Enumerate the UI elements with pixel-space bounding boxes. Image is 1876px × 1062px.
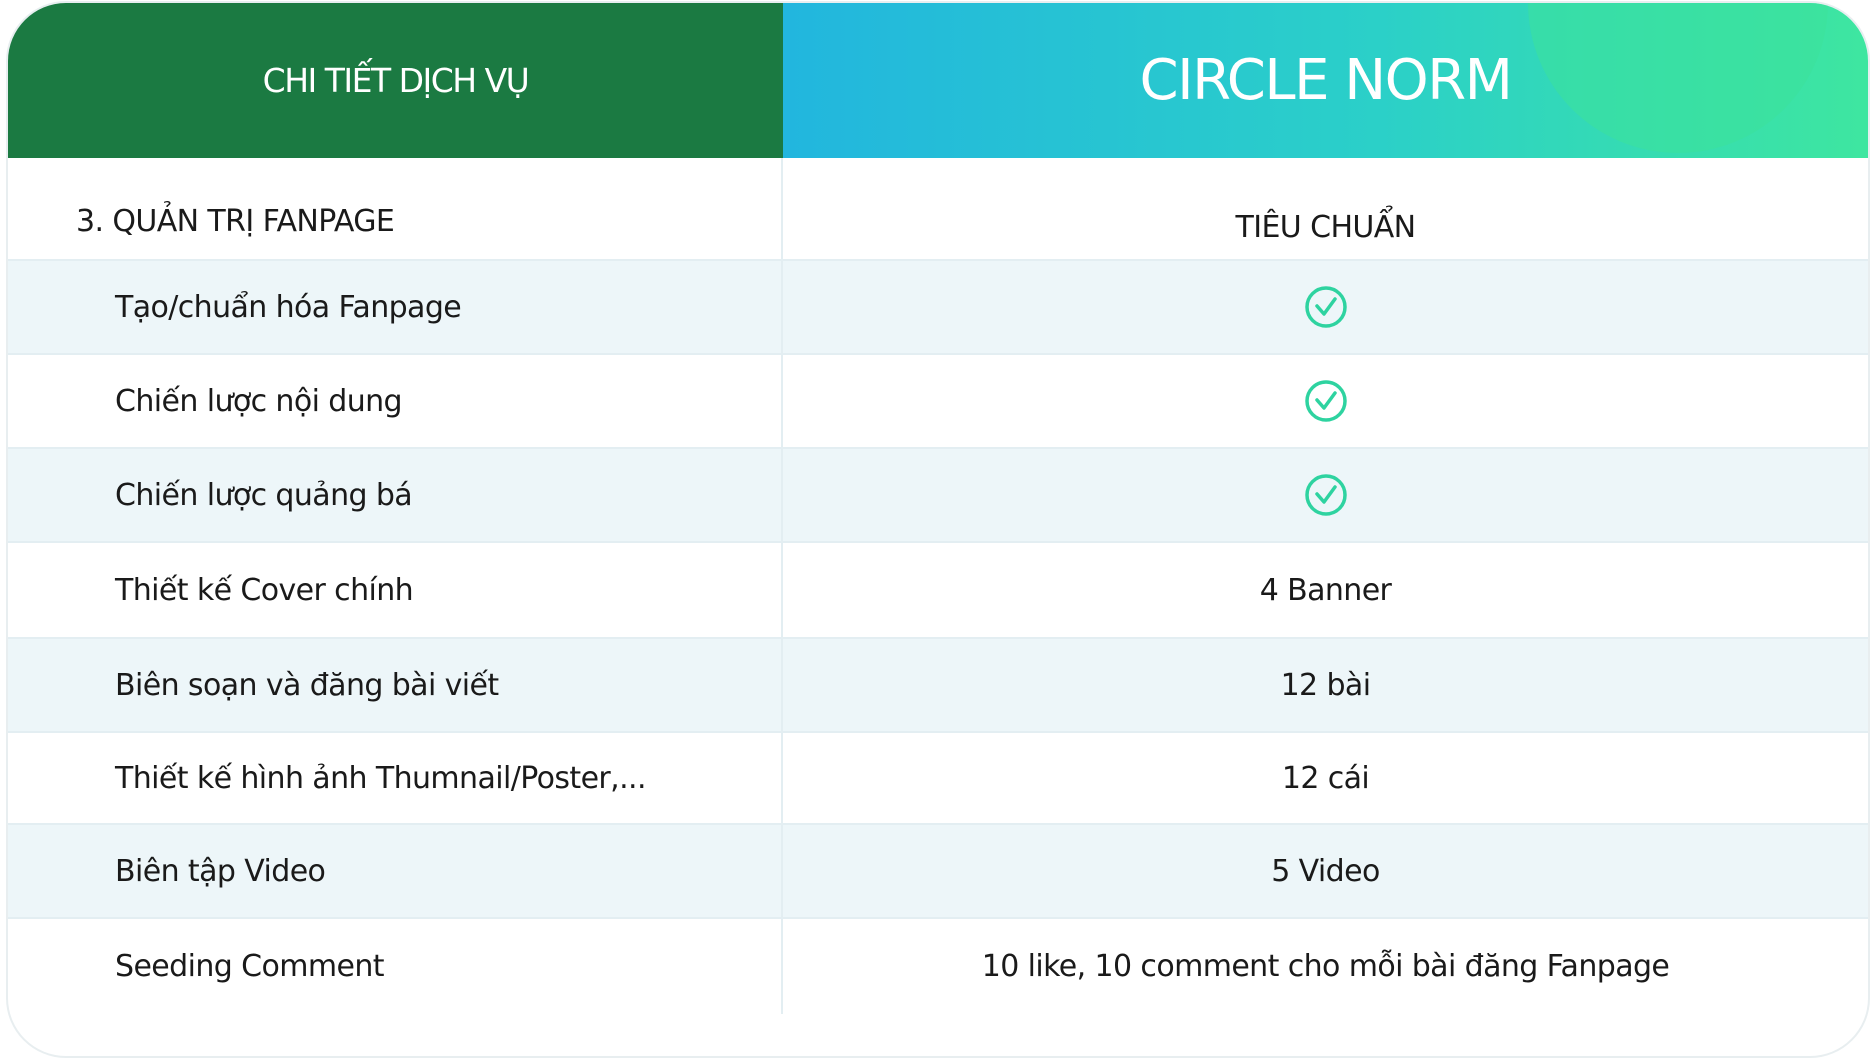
table-body [8,158,1868,1014]
row-value [783,261,1868,353]
row-value [783,355,1868,447]
row-label: Thiết kế hình ảnh Thumnail/Poster,... [8,733,783,823]
row-value [783,449,1868,541]
section-value: TIÊU CHUẨN [1235,210,1416,245]
row-value: 10 like, 10 comment cho mỗi bài đăng Fanpage [981,949,1670,984]
table-row [8,355,1868,449]
table-header [8,3,1868,158]
section-row [8,158,1868,261]
table-row [8,919,1868,1014]
table-row [8,261,1868,355]
row-label: Seeding Comment [8,919,783,1014]
table-row [8,543,1868,639]
row-label: Tạo/chuẩn hóa Fanpage [8,261,783,353]
check-circle-icon [1304,473,1348,517]
row-value: 4 Banner [1259,572,1392,608]
service-details-header: CHI TIẾT DỊCH VỤ [8,3,783,158]
check-circle-icon [1304,379,1348,423]
row-label: Thiết kế Cover chính [8,543,783,637]
pricing-table-card [8,3,1868,1056]
row-value: 5 Video [1271,853,1380,889]
table-row [8,639,1868,733]
check-circle-icon [1304,285,1348,329]
header-decoration-circle [1528,3,1828,153]
row-value: 12 cái [1281,760,1370,796]
row-label: Chiến lược quảng bá [8,449,783,541]
row-value: 12 bài [1280,667,1371,703]
table-row [8,449,1868,543]
row-label: Chiến lược nội dung [8,355,783,447]
table-row [8,825,1868,919]
row-label: Biên soạn và đăng bài viết [8,639,783,731]
row-label: Biên tập Video [8,825,783,917]
section-label: 3. QUẢN TRỊ FANPAGE [8,158,783,259]
plan-header [783,3,1868,158]
table-row [8,733,1868,825]
plan-name: CIRCLE NORM [1139,48,1512,113]
